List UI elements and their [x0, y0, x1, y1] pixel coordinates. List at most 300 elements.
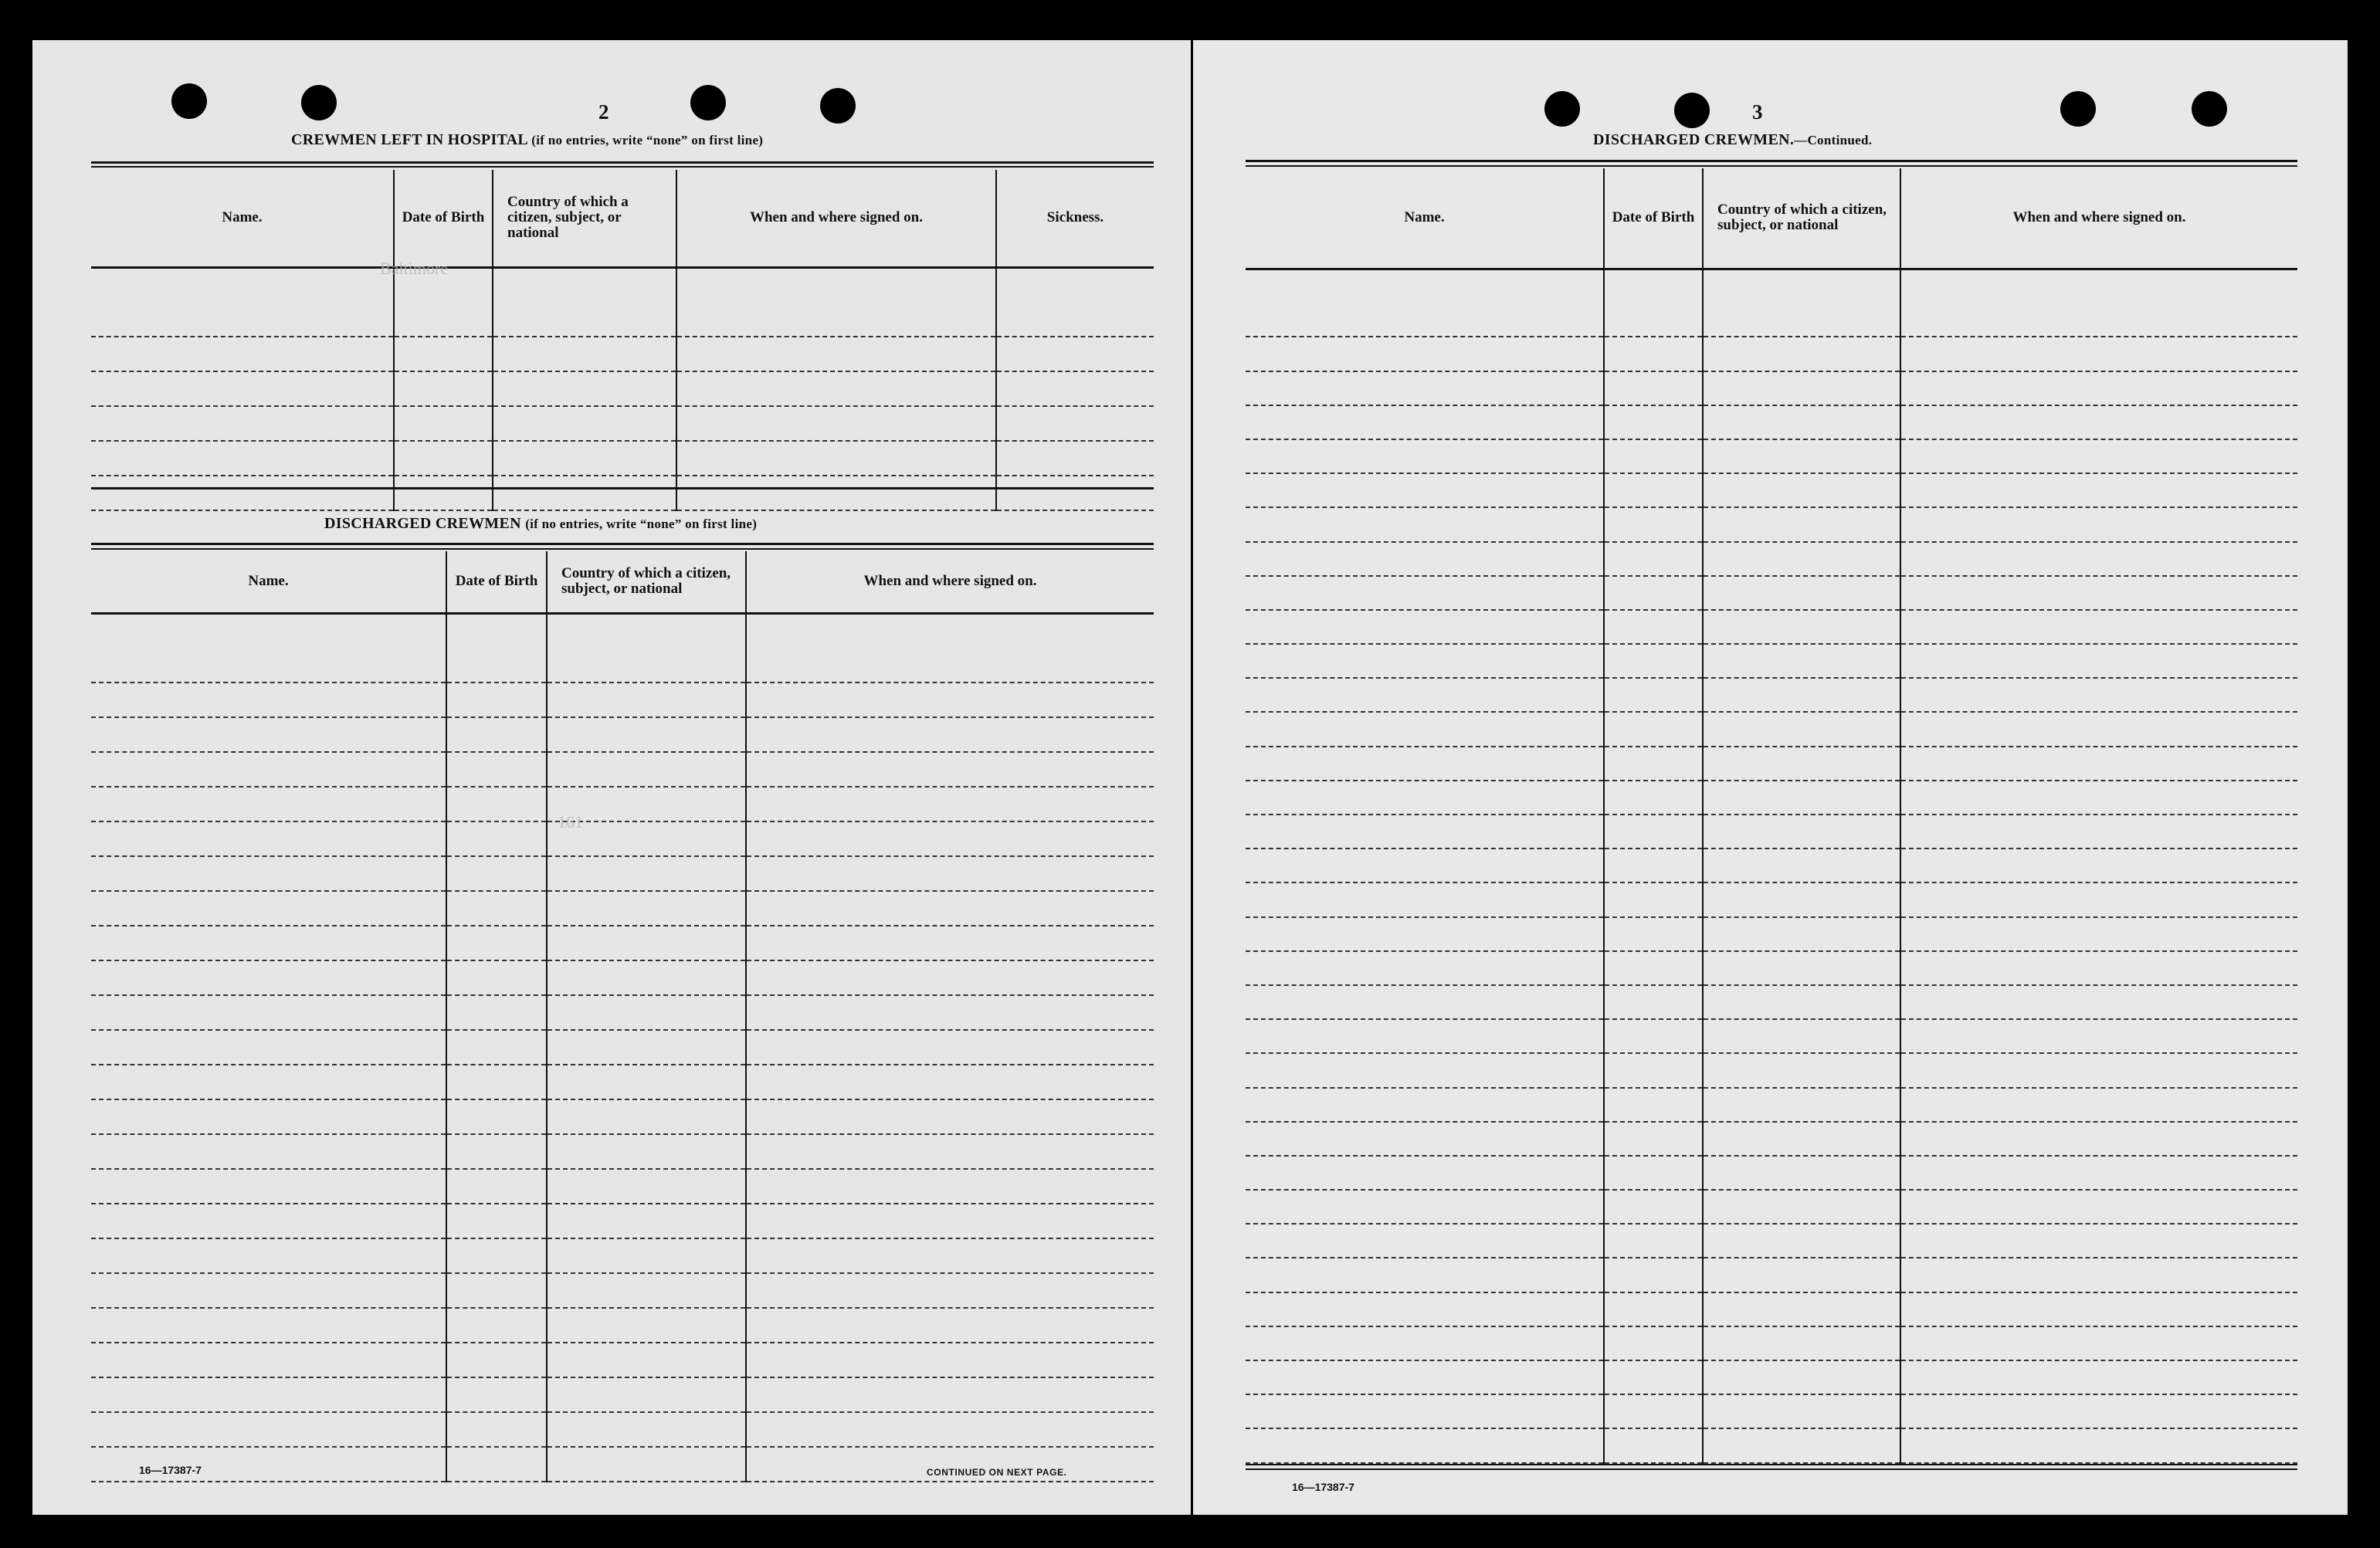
hospital-section-title: CREWMEN LEFT IN HOSPITAL (if no entries, write “none” on first line) [291, 131, 764, 148]
blank-entry-cell[interactable] [1703, 712, 1900, 746]
blank-entry-cell[interactable] [1604, 576, 1703, 610]
blank-entry-cell[interactable] [1604, 644, 1703, 678]
blank-entry-cell[interactable] [1246, 507, 1604, 541]
blank-entry-cell[interactable] [996, 406, 1154, 441]
blank-entry-cell[interactable] [446, 891, 547, 926]
blank-entry-cell[interactable] [446, 821, 547, 856]
blank-entry-cell[interactable] [91, 717, 446, 752]
blank-entry-cell[interactable] [547, 1447, 746, 1482]
blank-entry-cell[interactable] [746, 926, 1154, 960]
blank-entry-cell[interactable] [1900, 1122, 2297, 1156]
blank-entry-cell[interactable] [446, 683, 547, 717]
blank-entry-cell[interactable] [1604, 1360, 1703, 1394]
blank-entry-cell[interactable] [1703, 1224, 1900, 1258]
table-row [91, 1099, 1154, 1134]
blank-entry-cell[interactable] [91, 960, 446, 995]
blank-entry-cell[interactable] [91, 1169, 446, 1204]
blank-entry-cell[interactable] [996, 371, 1154, 406]
blank-entry-cell[interactable] [1900, 303, 2297, 337]
blank-entry-cell[interactable] [996, 302, 1154, 337]
blank-entry-cell[interactable] [446, 1343, 547, 1377]
blank-entry-cell[interactable] [1246, 1053, 1604, 1087]
blank-entry-cell[interactable] [446, 926, 547, 960]
blank-entry-cell[interactable] [746, 787, 1154, 821]
blank-entry-cell[interactable] [746, 995, 1154, 1030]
blank-entry-cell[interactable] [1246, 1190, 1604, 1224]
blank-entry-cell[interactable] [1900, 405, 2297, 439]
blank-entry-cell[interactable] [446, 1204, 547, 1238]
blank-entry-cell[interactable] [91, 926, 446, 960]
blank-entry-cell[interactable] [547, 1099, 746, 1134]
table-row [1246, 747, 2297, 781]
blank-entry-cell[interactable] [547, 960, 746, 995]
blank-entry-cell[interactable] [394, 337, 493, 371]
blank-entry-cell[interactable] [1604, 781, 1703, 815]
blank-entry-cell[interactable] [1703, 1019, 1900, 1053]
blank-entry-cell[interactable] [547, 926, 746, 960]
blank-entry-cell[interactable] [446, 960, 547, 995]
blank-entry-cell[interactable] [1604, 1019, 1703, 1053]
blank-entry-cell[interactable] [1703, 781, 1900, 815]
blank-entry-cell[interactable] [91, 821, 446, 856]
blank-entry-cell[interactable] [746, 960, 1154, 995]
blank-entry-cell[interactable] [547, 856, 746, 891]
blank-entry-cell[interactable] [1900, 1360, 2297, 1394]
table-row [1246, 1326, 2297, 1360]
blank-entry-cell[interactable] [746, 1204, 1154, 1238]
blank-entry-cell[interactable] [394, 371, 493, 406]
blank-entry-cell[interactable] [91, 406, 394, 441]
blank-entry-cell[interactable] [746, 1099, 1154, 1134]
blank-entry-cell[interactable] [1703, 473, 1900, 507]
blank-entry-cell[interactable] [746, 1308, 1154, 1343]
blank-entry-cell[interactable] [1703, 1292, 1900, 1326]
blank-entry-cell[interactable] [547, 1134, 746, 1169]
blank-entry-cell[interactable] [91, 1308, 446, 1343]
blank-entry-cell[interactable] [1703, 439, 1900, 473]
blank-entry-cell[interactable] [91, 1099, 446, 1134]
blank-entry-cell[interactable] [91, 1273, 446, 1308]
blank-entry-cell[interactable] [1604, 1190, 1703, 1224]
blank-entry-cell[interactable] [1900, 1394, 2297, 1428]
blank-entry-cell[interactable] [446, 1377, 547, 1412]
blank-entry-cell[interactable] [746, 1412, 1154, 1447]
blank-entry-cell[interactable] [1604, 849, 1703, 882]
blank-entry-cell[interactable] [1246, 917, 1604, 951]
blank-entry-cell[interactable] [91, 371, 394, 406]
blank-entry-cell[interactable] [1246, 882, 1604, 916]
blank-entry-cell[interactable] [547, 1273, 746, 1308]
blank-entry-cell[interactable] [547, 717, 746, 752]
blank-entry-cell[interactable] [446, 1238, 547, 1273]
blank-entry-cell[interactable] [1246, 1326, 1604, 1360]
blank-entry-cell[interactable] [91, 267, 394, 302]
blank-entry-cell[interactable] [1604, 985, 1703, 1019]
blank-entry-cell[interactable] [394, 476, 493, 510]
blank-entry-cell[interactable] [1900, 1428, 2297, 1462]
blank-entry-cell[interactable] [746, 1169, 1154, 1204]
blank-entry-cell[interactable] [1604, 303, 1703, 337]
blank-entry-cell[interactable] [1246, 610, 1604, 644]
blank-entry-cell[interactable] [394, 302, 493, 337]
blank-entry-cell[interactable] [1604, 269, 1703, 303]
blank-entry-cell[interactable] [1900, 781, 2297, 815]
blank-entry-cell[interactable] [91, 1412, 446, 1447]
column-header-country: Country of which a citizen, subject, or national [1703, 168, 1900, 269]
blank-entry-cell[interactable] [1703, 917, 1900, 951]
blank-entry-cell[interactable] [91, 1134, 446, 1169]
blank-entry-cell[interactable] [1604, 337, 1703, 371]
blank-entry-cell[interactable] [746, 856, 1154, 891]
blank-entry-cell[interactable] [1703, 405, 1900, 439]
blank-entry-cell[interactable] [1703, 303, 1900, 337]
blank-entry-cell[interactable] [1604, 1326, 1703, 1360]
blank-entry-cell[interactable] [1900, 1088, 2297, 1122]
blank-entry-cell[interactable] [446, 1099, 547, 1134]
blank-entry-cell[interactable] [676, 302, 996, 337]
blank-entry-cell[interactable] [1900, 371, 2297, 405]
blank-entry-cell[interactable] [1703, 269, 1900, 303]
blank-entry-cell[interactable] [1604, 678, 1703, 712]
blank-entry-cell[interactable] [91, 1204, 446, 1238]
blank-entry-cell[interactable] [1246, 1224, 1604, 1258]
blank-entry-cell[interactable] [1703, 985, 1900, 1019]
blank-entry-cell[interactable] [1246, 1428, 1604, 1462]
blank-entry-cell[interactable] [91, 1065, 446, 1099]
table-row [91, 1204, 1154, 1238]
blank-entry-cell[interactable] [547, 683, 746, 717]
blank-entry-cell[interactable] [1246, 951, 1604, 985]
blank-entry-cell[interactable] [91, 856, 446, 891]
blank-entry-cell[interactable] [1900, 576, 2297, 610]
blank-entry-cell[interactable] [91, 1343, 446, 1377]
blank-entry-cell[interactable] [547, 1030, 746, 1065]
blank-entry-cell[interactable] [91, 613, 446, 648]
blank-entry-cell[interactable] [1246, 712, 1604, 746]
table-row [91, 891, 1154, 926]
table-row [1246, 1428, 2297, 1462]
blank-entry-cell[interactable] [1604, 439, 1703, 473]
blank-entry-cell[interactable] [1246, 473, 1604, 507]
blank-entry-cell[interactable] [493, 476, 676, 510]
blank-entry-cell[interactable] [547, 891, 746, 926]
table-row [1246, 542, 2297, 576]
blank-entry-cell[interactable] [1246, 1088, 1604, 1122]
blank-entry-cell[interactable] [1900, 1019, 2297, 1053]
blank-entry-cell[interactable] [547, 1169, 746, 1204]
blank-entry-cell[interactable] [1246, 439, 1604, 473]
table-row [1246, 781, 2297, 815]
blank-entry-cell[interactable] [1900, 439, 2297, 473]
blank-entry-cell[interactable] [1900, 917, 2297, 951]
column-header-name: Name. [91, 551, 446, 613]
blank-entry-cell[interactable] [1246, 1394, 1604, 1428]
blank-entry-cell[interactable] [1900, 712, 2297, 746]
blank-entry-cell[interactable] [1900, 1292, 2297, 1326]
blank-entry-cell[interactable] [746, 1238, 1154, 1273]
blank-entry-cell[interactable] [1246, 269, 1604, 303]
bleed-through-text: Baltimore [380, 259, 448, 278]
blank-entry-cell[interactable] [746, 821, 1154, 856]
title-rule [91, 543, 1154, 545]
blank-entry-cell[interactable] [547, 995, 746, 1030]
blank-entry-cell[interactable] [493, 302, 676, 337]
punch-hole [301, 85, 337, 120]
blank-entry-cell[interactable] [446, 995, 547, 1030]
blank-entry-cell[interactable] [1900, 1326, 2297, 1360]
blank-entry-cell[interactable] [446, 1030, 547, 1065]
table-row [91, 613, 1154, 648]
blank-entry-cell[interactable] [1604, 507, 1703, 541]
blank-entry-cell[interactable] [1900, 1190, 2297, 1224]
blank-entry-cell[interactable] [676, 267, 996, 302]
blank-entry-cell[interactable] [1604, 1122, 1703, 1156]
blank-entry-cell[interactable] [91, 302, 394, 337]
blank-entry-cell[interactable] [1246, 1156, 1604, 1190]
blank-entry-cell[interactable] [1703, 1258, 1900, 1292]
blank-entry-cell[interactable] [1604, 747, 1703, 781]
table-row [1246, 882, 2297, 916]
blank-entry-cell[interactable] [1246, 1258, 1604, 1292]
blank-entry-cell[interactable] [91, 476, 394, 510]
blank-entry-cell[interactable] [1246, 781, 1604, 815]
blank-entry-cell[interactable] [1703, 678, 1900, 712]
blank-entry-cell[interactable] [746, 613, 1154, 648]
table-row [1246, 303, 2297, 337]
blank-entry-cell[interactable] [547, 1377, 746, 1412]
blank-entry-cell[interactable] [1604, 405, 1703, 439]
blank-entry-cell[interactable] [446, 1308, 547, 1343]
blank-entry-cell[interactable] [1703, 747, 1900, 781]
blank-entry-cell[interactable] [91, 1030, 446, 1065]
blank-entry-cell[interactable] [91, 441, 394, 476]
blank-entry-cell[interactable] [547, 1412, 746, 1447]
punch-hole [690, 85, 726, 120]
blank-entry-cell[interactable] [1604, 1428, 1703, 1462]
blank-entry-cell[interactable] [493, 267, 676, 302]
blank-entry-cell[interactable] [547, 1343, 746, 1377]
blank-entry-cell[interactable] [1246, 644, 1604, 678]
blank-entry-cell[interactable] [91, 787, 446, 821]
blank-entry-cell[interactable] [547, 648, 746, 683]
blank-entry-cell[interactable] [746, 1134, 1154, 1169]
blank-entry-cell[interactable] [1900, 951, 2297, 985]
blank-entry-cell[interactable] [547, 1065, 746, 1099]
blank-entry-cell[interactable] [91, 1377, 446, 1412]
title-rule [1246, 160, 2297, 162]
table-row [91, 1412, 1154, 1447]
blank-entry-cell[interactable] [1604, 1156, 1703, 1190]
blank-entry-cell[interactable] [746, 1273, 1154, 1308]
table-row [91, 821, 1154, 856]
blank-entry-cell[interactable] [1703, 1053, 1900, 1087]
blank-entry-cell[interactable] [1246, 337, 1604, 371]
blank-entry-cell[interactable] [1604, 1292, 1703, 1326]
table-row [91, 1030, 1154, 1065]
blank-entry-cell[interactable] [1900, 473, 2297, 507]
blank-entry-cell[interactable] [1604, 712, 1703, 746]
blank-entry-cell[interactable] [1900, 1156, 2297, 1190]
blank-entry-cell[interactable] [1703, 1428, 1900, 1462]
blank-entry-cell[interactable] [1900, 985, 2297, 1019]
blank-entry-cell[interactable] [676, 337, 996, 371]
blank-entry-cell[interactable] [1900, 1224, 2297, 1258]
blank-entry-cell[interactable] [1246, 1292, 1604, 1326]
blank-entry-cell[interactable] [1246, 1360, 1604, 1394]
blank-entry-cell[interactable] [1900, 678, 2297, 712]
section-end-rule [1246, 1464, 2297, 1465]
blank-entry-cell[interactable] [1604, 1224, 1703, 1258]
blank-entry-cell[interactable] [1604, 610, 1703, 644]
blank-entry-cell[interactable] [1246, 1019, 1604, 1053]
bleed-through-text: 161 [558, 812, 583, 832]
blank-entry-cell[interactable] [446, 856, 547, 891]
blank-entry-cell[interactable] [1246, 303, 1604, 337]
blank-entry-cell[interactable] [1900, 747, 2297, 781]
blank-entry-cell[interactable] [1246, 405, 1604, 439]
blank-entry-cell[interactable] [1703, 1394, 1900, 1428]
blank-entry-cell[interactable] [1703, 1122, 1900, 1156]
blank-entry-cell[interactable] [746, 1030, 1154, 1065]
blank-entry-cell[interactable] [1703, 951, 1900, 985]
blank-entry-cell[interactable] [446, 787, 547, 821]
blank-entry-cell[interactable] [1703, 1190, 1900, 1224]
blank-entry-cell[interactable] [676, 476, 996, 510]
blank-entry-cell[interactable] [446, 613, 547, 648]
blank-entry-cell[interactable] [1246, 815, 1604, 849]
blank-entry-cell[interactable] [446, 717, 547, 752]
blank-entry-cell[interactable] [1703, 371, 1900, 405]
blank-entry-cell[interactable] [676, 441, 996, 476]
blank-entry-cell[interactable] [1703, 507, 1900, 541]
blank-entry-cell[interactable] [446, 1412, 547, 1447]
blank-entry-cell[interactable] [1900, 882, 2297, 916]
blank-entry-cell[interactable] [996, 337, 1154, 371]
blank-entry-cell[interactable] [1900, 507, 2297, 541]
blank-entry-cell[interactable] [446, 1134, 547, 1169]
blank-entry-cell[interactable] [996, 267, 1154, 302]
blank-entry-cell[interactable] [493, 406, 676, 441]
blank-entry-cell[interactable] [547, 752, 746, 787]
blank-entry-cell[interactable] [1246, 1122, 1604, 1156]
blank-entry-cell[interactable] [996, 441, 1154, 476]
blank-entry-cell[interactable] [1703, 1156, 1900, 1190]
blank-entry-cell[interactable] [746, 717, 1154, 752]
blank-entry-cell[interactable] [1703, 882, 1900, 916]
blank-entry-cell[interactable] [746, 1343, 1154, 1377]
column-header-signed-on: When and where signed on. [1900, 168, 2297, 269]
blank-entry-cell[interactable] [1246, 849, 1604, 882]
blank-entry-cell[interactable] [1703, 337, 1900, 371]
blank-entry-cell[interactable] [1703, 1088, 1900, 1122]
table-row [1246, 1360, 2297, 1394]
table-row [91, 337, 1154, 371]
blank-entry-cell[interactable] [547, 613, 746, 648]
blank-entry-cell[interactable] [493, 441, 676, 476]
blank-entry-cell[interactable] [493, 371, 676, 406]
blank-entry-cell[interactable] [1900, 1258, 2297, 1292]
blank-entry-cell[interactable] [91, 1238, 446, 1273]
blank-entry-cell[interactable] [1604, 917, 1703, 951]
blank-entry-cell[interactable] [91, 337, 394, 371]
blank-entry-cell[interactable] [1604, 473, 1703, 507]
blank-entry-cell[interactable] [547, 1204, 746, 1238]
blank-entry-cell[interactable] [996, 476, 1154, 510]
blank-entry-cell[interactable] [1604, 542, 1703, 576]
blank-entry-cell[interactable] [746, 752, 1154, 787]
table-row [1246, 644, 2297, 678]
blank-entry-cell[interactable] [1246, 678, 1604, 712]
blank-entry-cell[interactable] [1604, 371, 1703, 405]
blank-entry-cell[interactable] [1703, 1326, 1900, 1360]
blank-entry-cell[interactable] [1604, 1088, 1703, 1122]
blank-entry-cell[interactable] [446, 1273, 547, 1308]
blank-entry-cell[interactable] [446, 1447, 547, 1482]
blank-entry-cell[interactable] [446, 752, 547, 787]
blank-entry-cell[interactable] [446, 1065, 547, 1099]
blank-entry-cell[interactable] [1703, 815, 1900, 849]
blank-entry-cell[interactable] [91, 683, 446, 717]
table-row [91, 1343, 1154, 1377]
blank-entry-cell[interactable] [1900, 815, 2297, 849]
form-code: 16—17387-7 [1292, 1481, 1354, 1493]
blank-entry-cell[interactable] [1900, 849, 2297, 882]
blank-entry-cell[interactable] [746, 683, 1154, 717]
blank-entry-cell[interactable] [91, 995, 446, 1030]
blank-entry-cell[interactable] [746, 891, 1154, 926]
blank-entry-cell[interactable] [394, 406, 493, 441]
blank-entry-cell[interactable] [1246, 542, 1604, 576]
blank-entry-cell[interactable] [91, 648, 446, 683]
blank-entry-cell[interactable] [746, 1377, 1154, 1412]
blank-entry-cell[interactable] [1246, 747, 1604, 781]
blank-entry-cell[interactable] [1900, 610, 2297, 644]
blank-entry-cell[interactable] [1900, 337, 2297, 371]
blank-entry-cell[interactable] [547, 1308, 746, 1343]
blank-entry-cell[interactable] [1900, 542, 2297, 576]
blank-entry-cell[interactable] [1900, 1053, 2297, 1087]
blank-entry-cell[interactable] [1703, 644, 1900, 678]
blank-entry-cell[interactable] [1604, 951, 1703, 985]
blank-entry-cell[interactable] [446, 1169, 547, 1204]
blank-entry-cell[interactable] [1703, 849, 1900, 882]
blank-entry-cell[interactable] [1900, 269, 2297, 303]
blank-entry-cell[interactable] [1703, 610, 1900, 644]
blank-entry-cell[interactable] [1604, 1258, 1703, 1292]
blank-entry-cell[interactable] [91, 752, 446, 787]
blank-entry-cell[interactable] [1246, 371, 1604, 405]
blank-entry-cell[interactable] [1604, 815, 1703, 849]
blank-entry-cell[interactable] [1604, 1053, 1703, 1087]
blank-entry-cell[interactable] [1703, 542, 1900, 576]
blank-entry-cell[interactable] [1246, 985, 1604, 1019]
blank-entry-cell[interactable] [1604, 1394, 1703, 1428]
blank-entry-cell[interactable] [676, 406, 996, 441]
blank-entry-cell[interactable] [493, 337, 676, 371]
blank-entry-cell[interactable] [1703, 1360, 1900, 1394]
blank-entry-cell[interactable] [746, 648, 1154, 683]
blank-entry-cell[interactable] [1900, 644, 2297, 678]
blank-entry-cell[interactable] [394, 441, 493, 476]
blank-entry-cell[interactable] [446, 648, 547, 683]
blank-entry-cell[interactable] [1703, 576, 1900, 610]
blank-entry-cell[interactable] [746, 1065, 1154, 1099]
blank-entry-cell[interactable] [91, 891, 446, 926]
blank-entry-cell[interactable] [1246, 576, 1604, 610]
blank-entry-cell[interactable] [1604, 882, 1703, 916]
blank-entry-cell[interactable] [676, 371, 996, 406]
blank-entry-cell[interactable] [547, 1238, 746, 1273]
